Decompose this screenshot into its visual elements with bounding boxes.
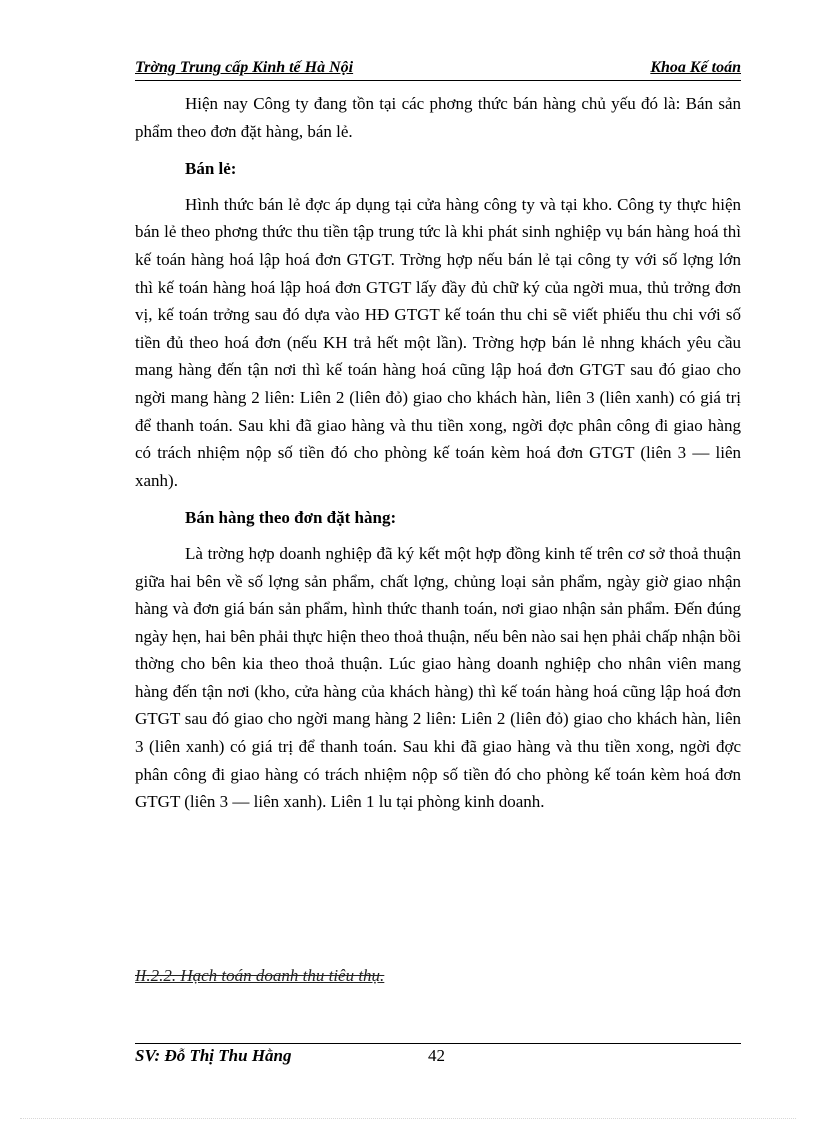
page-edge-divider [20,1118,796,1119]
footer-divider [135,1043,741,1044]
header-department: Khoa Kế toán [650,59,741,76]
header-school-name: Trờng Trung cấp Kinh tế Hà Nội [135,59,354,76]
section-title [135,966,384,986]
footer-page-number: 42 [428,1046,445,1065]
footer-student-name: SV: Đỗ Thị Thu Hằng [135,1046,292,1065]
retail-heading: Bán lẻ: [185,159,237,179]
document-body [135,90,741,816]
order-paragraph: Là trờng hợp doanh nghiệp đã ký kết một hợp đồng kinh tế trên cơ sở thoả thuận giữa hai bên về số lợng sản phẩm, chất lợng, chủng loại sản phẩm, ngày giờ giao nhận hàng và đơn giá bán sản phẩm, hình thức thanh toán, nơi giao nhận sản phẩm. Đến đúng ngày hẹn, hai bên phải thực hiện theo thoả thuận, nếu bên nào sai hẹn phải chấp nhận bồi thờng cho bên kia theo thoả thuận. Lúc giao hàng doanh nghiệp cho nhân viên mang hàng đến tận nơi (kho, cửa hàng của khách hàng) thì kế toán hàng hoá cũng lập hoá đơn GTGT sau đó giao cho ngời mang hàng 2 liên: Liên 2 (liên đỏ) giao cho khách hàn, liên 3 (liên xanh) có giá trị để thanh toán. Sau khi đã giao hàng và thu tiền xong, ngời đợc phân công đi giao hàng có trách nhiệm nộp số tiền đó cho phòng kế toán kèm hoá đơn GTGT (liên 3 — liên xanh). Liên 1 lu tại phòng kinh doanh. [135,543,741,812]
page-header [135,58,741,81]
intro-paragraph: Hiện nay Công ty đang tồn tại các phơng thức bán hàng chủ yếu đó là: Bán sản phẩm theo đơn đặt hàng, bán lẻ. [135,94,741,141]
section-title-text: II.2.2. Hạch toán doanh thu tiêu thụ. [135,966,385,985]
retail-paragraph: Hình thức bán lẻ đợc áp dụng tại cửa hàng công ty và tại kho. Công ty thực hiện bán lẻ theo phơng thức thu tiền tập trung tức là khi phát sinh nghiệp vụ bán hàng hoá thì kế toán hàng hoá lập hoá đơn GTGT. Trờng hợp nếu bán lẻ tại công ty với số lợng lớn thì kế toán hàng hoá lập hoá đơn GTGT lấy đầy đủ chữ ký của ngời mua, thủ trởng đơn vị, kế toán trởng sau đó dựa vào HĐ GTGT kế toán thu chi sẽ viết phiếu thu chi với số tiền đủ theo hoá đơn (nếu KH trả hết một lần). Trờng hợp bán lẻ nhng khách yêu cầu mang hàng đến tận nơi thì kế toán hàng hoá cũng lập hoá đơn GTGT sau đó giao cho ngời mang hàng 2 liên: Liên 2 (liên đỏ) giao cho khách hàn, liên 3 (liên xanh) có giá trị để thanh toán. Sau khi đã giao hàng và thu tiền xong, ngời đợc phân công đi giao hàng có trách nhiệm nộp số tiền đó cho phòng kế toán kèm hoá đơn GTGT (liên 3 — liên xanh). [135,194,741,490]
order-heading: Bán hàng theo đơn đặt hàng: [185,508,397,528]
